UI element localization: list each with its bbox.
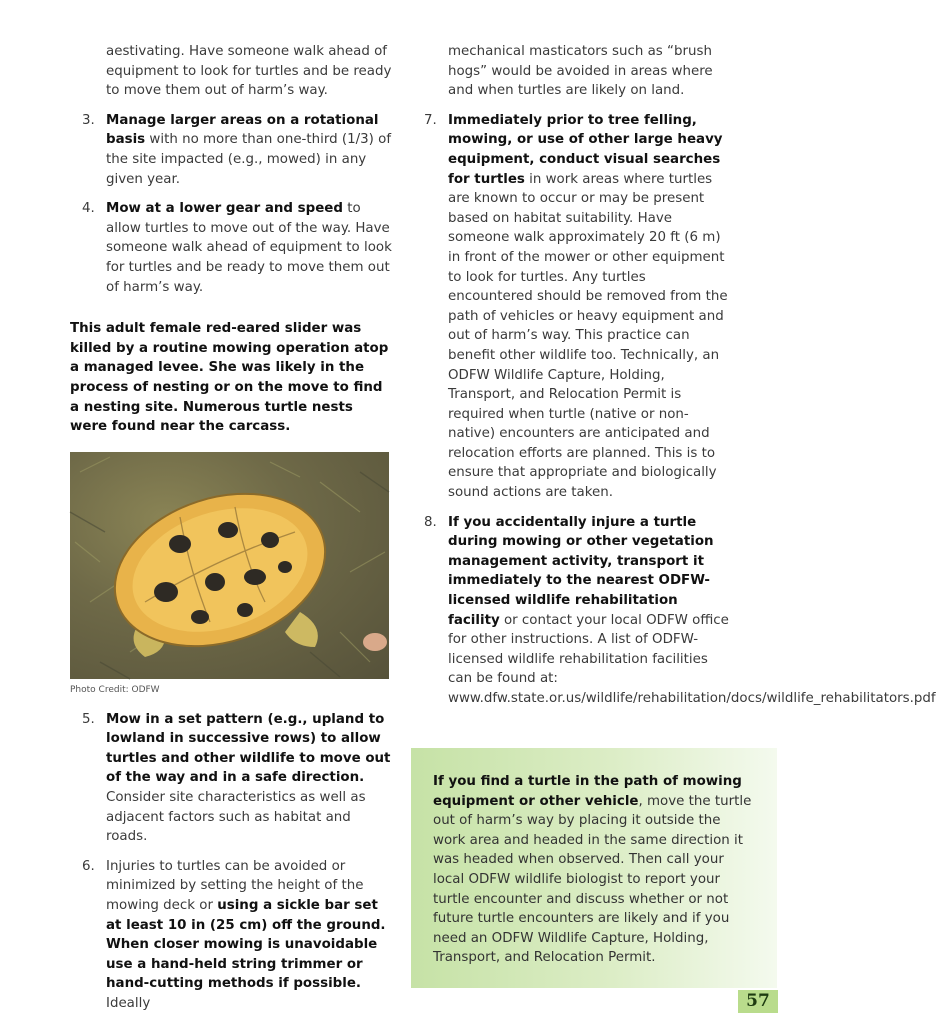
- left-continuation-text: aestivating. Have someone walk ahead of equipment to look for turtles and be ready to move them out of harm’s way.: [106, 44, 392, 99]
- callout-bold: If you find a turtle in the path of mowing equipment or other vehicle: [433, 774, 742, 809]
- tip-callout-box: [411, 748, 777, 988]
- list-item-bold: If you accidentally injure a turtle during mowing or other vegetation management activity, transport it immediately to the nearest ODFW-licensed wildlife rehabilitation facility: [448, 514, 714, 628]
- list-item-4: [70, 199, 392, 297]
- right-continuation-text: mechanical masticators such as “brush hogs” would be avoided in areas where and when turtles are likely on land.: [448, 44, 713, 99]
- list-item-bold: Mow in a set pattern (e.g., upland to lowland in successive rows) to allow turtles and other wildlife to move out of the way and in a safe direction.: [106, 711, 391, 786]
- list-number: 8.: [424, 514, 437, 530]
- list-item-text: or contact your local ODFW office for other instructions. A list of ODFW-licensed wildlife rehabilitation facilities can be found at: www.dfw.state.or.us/wildlife/rehabilitation/docs/wildlife_rehabilitators.pdf: [448, 612, 936, 706]
- list-item-text: Injuries to turtles can be avoided or minimized by setting the height of the mowing deck or: [106, 858, 364, 914]
- list-item-text: to allow turtles to move out of the way. Have someone walk ahead of equipment to look for turtles and be ready to move them out of harm’s way.: [106, 201, 392, 295]
- turtle-photo: [70, 452, 389, 679]
- list-item-text: in work areas where turtles are known to occur or may be present based on habitat suitability. Have someone walk approximately 20 ft (6 m) in front of the mower or other equipment to look for turtles. Any turtles encountered should be removed from the path of vehicles or heavy equipment and out of harm’s way. This practice can benefit other wildlife too. Technically, an ODFW Wildlife Capture, Holding, Transport, and Relocation Permit is required when turtle (native or non-native) encounters are anticipated and relocation efforts are planned. This is to ensure that appropriate and biologically sound actions are taken.: [448, 171, 728, 501]
- list-number: 3.: [82, 112, 95, 128]
- callout-body: , move the turtle out of harm’s way by placing it outside the work area and headed in the same direction it was headed when observed. Then call your local ODFW wildlife biologist to report your turtle encounter and discuss whether or not future turtle encounters are likely and if you need an ODFW Wildlife Capture, Holding, Transport, and Relocation Permit.: [433, 793, 752, 966]
- list-item-bold: Immediately prior to tree felling, mowing, or use of other large heavy equipment, conduct visual searches for turtles: [448, 112, 723, 187]
- list-number: 6.: [82, 858, 95, 874]
- photo-caption: This adult female red-eared slider was killed by a routine mowing operation atop a managed levee. She was likely in the process of nesting or on the move to find a nesting site. Numerous turtle nests were found near the carcass.: [70, 321, 389, 435]
- list-number: 4.: [82, 201, 95, 217]
- list-item-6: [70, 857, 392, 1014]
- page-number: 57: [738, 990, 778, 1013]
- list-item-bold: using a sickle bar set at least 10 in (25 cm) off the ground. When closer mowing is unavoidable use a hand-held string trimmer or hand-cutting methods if possible.: [106, 898, 386, 992]
- callout-text: [433, 772, 755, 968]
- list-item-3: [70, 111, 392, 189]
- list-item-text-end: Ideally: [106, 996, 151, 1011]
- left-column: [70, 42, 392, 1014]
- photo-credit: Photo Credit: ODFW: [70, 684, 160, 695]
- list-item-8: [412, 513, 936, 709]
- list-item-bold: Mow at a lower gear and speed: [106, 201, 343, 217]
- list-item-5: [70, 710, 392, 847]
- list-item-7: [412, 111, 732, 503]
- list-number: 5.: [82, 711, 95, 727]
- list-number: 7.: [424, 112, 437, 128]
- list-item-text: with no more than one-third (1/3) of the site impacted (e.g., mowed) in any given year.: [106, 132, 392, 187]
- right-column: [412, 42, 936, 709]
- list-item-text: Consider site characteristics as well as adjacent factors such as habitat and roads.: [106, 790, 366, 845]
- list-item-bold: Manage larger areas on a rotational basis: [106, 112, 379, 148]
- turtle-illustration: [70, 452, 389, 679]
